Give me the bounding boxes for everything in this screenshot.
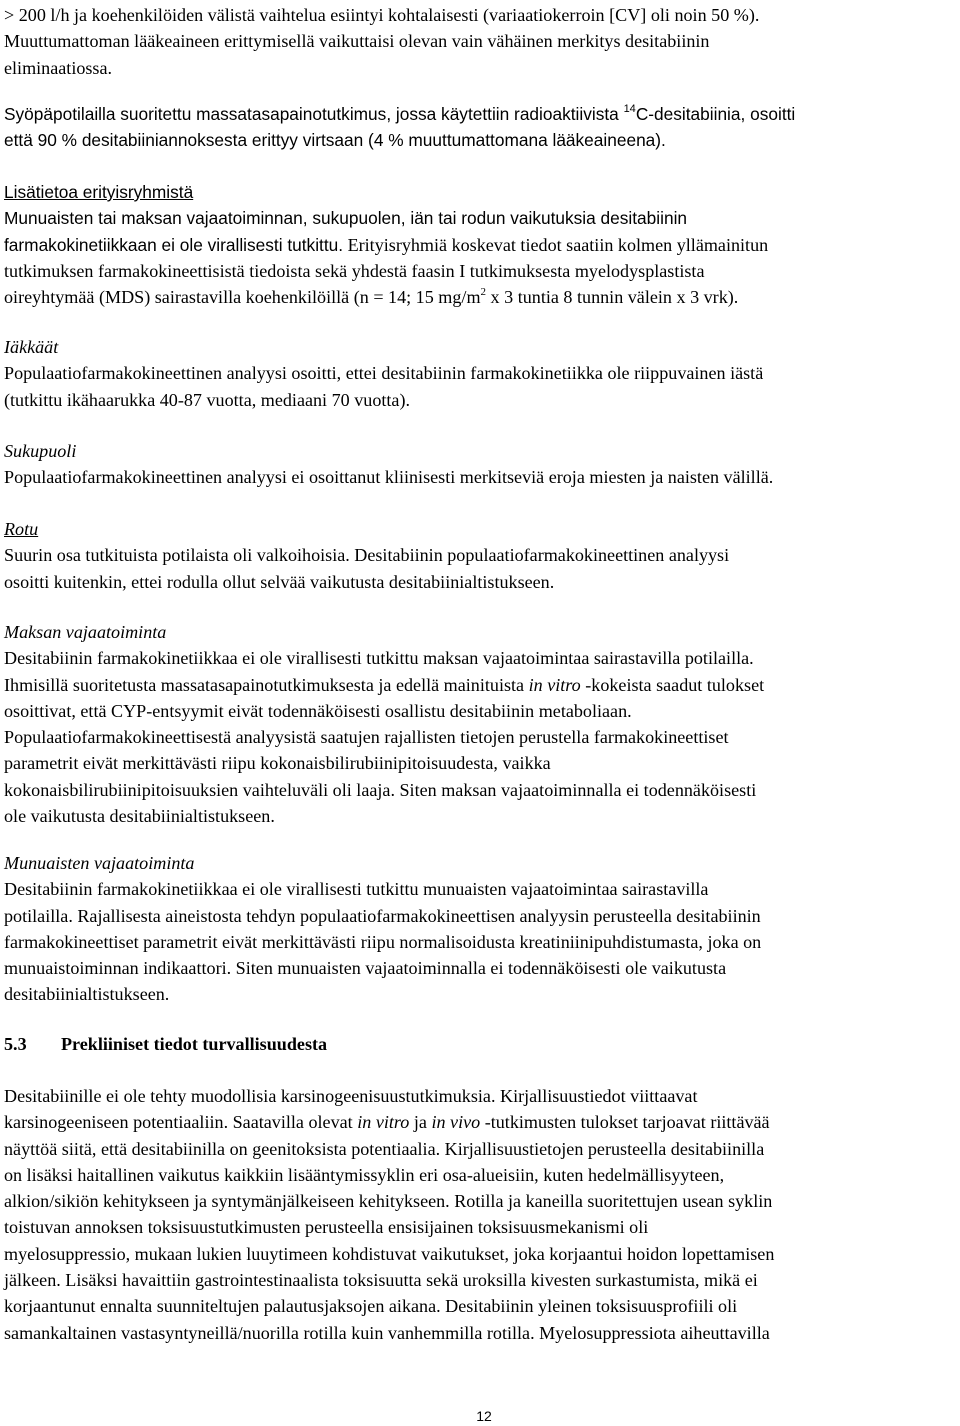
text-line: Suurin osa tutkituista potilaista oli valkoihoisia. Desitabiinin populaatiofarmakokineettinen analyysi	[4, 545, 730, 566]
section-heading: Iäkkäät	[4, 337, 59, 357]
text-line: Populaatiofarmakokineettinen analyysi osoitti, ettei desitabiinin farmakokinetiikka ole riippuvainen iästä	[4, 363, 764, 384]
text-line: jälkeen. Lisäksi havaittiin gastrointestinaalista toksisuutta sekä uroksilla kivesten surkastumista, mikä ei	[4, 1270, 758, 1291]
text-span: x 3 tuntia 8 tunnin välein x 3 vrk).	[486, 287, 739, 308]
special-groups-section	[4, 179, 958, 310]
text-line: kokonaisbilirubiinipitoisuuksien vaihteluväli oli laaja. Siten maksan vajaatoiminnalla ei todennäköisesti	[4, 779, 757, 800]
text-line: (tutkittu ikähaarukka 40-87 vuotta, mediaani 70 vuotta).	[4, 389, 410, 410]
text-line: Munuaisten tai maksan vajaatoiminnan, sukupuolen, iän tai rodun vaikutuksia desitabiinin	[4, 208, 688, 229]
text-line: osoitti kuitenkin, ettei rodulla ollut selvää vaikutusta desitabiinialtistukseen.	[4, 571, 555, 592]
text-span: karsinogeeniseen potentiaaliin. Saatavilla olevat	[4, 1112, 358, 1133]
text-line: myelosuppressio, mukaan lukien luuytimeen kohdistuvat vaikutukset, joka korjaantui hoidon lopettamisen	[4, 1243, 775, 1264]
gender-section	[4, 438, 958, 491]
section-heading: Lisätietoa erityisryhmistä	[4, 182, 194, 202]
section-heading: Munuaisten vajaatoiminta	[4, 853, 195, 873]
page-number: 12	[476, 1408, 492, 1424]
text-line: Populaatiofarmakokineettisestä analyysistä saatujen rajallisten tietojen perustella farmakokineettiset	[4, 727, 729, 748]
text-line: farmakokineettiset parametrit eivät merkittävästi riipu normalisoidusta kreatiniinipuhdistumasta, joka on	[4, 931, 762, 952]
text-line: että 90 % desitabiiniannoksesta erittyy virtsaan (4 % muuttumattomana lääkeaineena).	[4, 130, 666, 151]
text-line: alkion/sikiön kehitykseen ja syntymänjälkeiseen kehitykseen. Rotilla ja kaneilla suoritettujen usean syklin	[4, 1191, 773, 1212]
text-span: farmakokinetiikkaan ei ole virallisesti tutkittu.	[4, 234, 344, 255]
text-line	[4, 232, 958, 258]
text-line: näyttöä siitä, että desitabiinilla on geenitoksista potentiaalia. Kirjallisuustietojen perusteella desitabiinilla	[4, 1138, 765, 1159]
text-line: toistuvan annoksen toksisuustutkimusten perusteella ensisijainen toksisuusmekanismi oli	[4, 1217, 649, 1238]
text-line: samankaltainen vastasyntyneillä/nuorilla rotilla kuin vanhemmilla rotilla. Myelosuppressiota aiheuttavilla	[4, 1322, 770, 1343]
text-span: oireyhtymää (MDS) sairastavilla koehenkilöillä (n = 14; 15 mg/m	[4, 287, 481, 308]
text-span: -kokeista saadut tulokset	[580, 674, 765, 695]
text-line: eliminaatiossa.	[4, 57, 113, 78]
text-line: Populaatiofarmakokineettinen analyysi ei osoittanut kliinisesti merkitseviä eroja miesten ja naisten välillä.	[4, 467, 774, 488]
text-line	[4, 672, 958, 698]
race-section	[4, 516, 958, 595]
text-span: Erityisryhmiä koskevat tiedot saatiin kolmen yllämainitun	[343, 234, 769, 255]
text-line	[4, 1109, 958, 1135]
text-line: on lisäksi haitallinen vaikutus kaikkiin lisääntymissyklin eri osa-alueisiin, kuten hedelmällisyyteen,	[4, 1164, 725, 1185]
text-span: in vitro	[528, 674, 581, 695]
text-span: Syöpäpotilailla suoritettu massatasapainotutkimus, jossa käytettiin radioaktiivista	[4, 104, 624, 124]
text-line: osoittivat, että CYP-entsyymit eivät todennäköisesti osallistu desitabiinin metaboliaan.	[4, 700, 632, 721]
text-span: C-desitabiinia, osoitti	[635, 104, 796, 124]
superscript: 14	[623, 103, 636, 115]
section-title: Prekliiniset tiedot turvallisuudesta	[61, 1034, 328, 1054]
intro-paragraph	[4, 2, 958, 81]
text-line	[4, 284, 958, 310]
text-line: korjaantunut ennalta suunniteltujen palautusjaksojen aikana. Desitabiinin yleinen toksisuusprofiili oli	[4, 1296, 738, 1317]
text-line: Muuttumattoman lääkeaineen erittymisellä vaikuttaisi olevan vain vähäinen merkitys desitabiinin	[4, 31, 710, 52]
text-line: Desitabiinille ei ole tehty muodollisia karsinogeenisuustutkimuksia. Kirjallisuustiedot viittaavat	[4, 1086, 698, 1106]
text-line: munuaistoiminnan indikaattori. Siten munuaisten vajaatoiminnalla ei todennäköisesti ole vaikutusta	[4, 958, 727, 979]
text-span: in vivo	[431, 1112, 481, 1133]
text-span: -tutkimusten tulokset tarjoavat riittävää	[480, 1112, 770, 1133]
section-heading: Sukupuoli	[4, 441, 77, 461]
section-number: 5.3	[4, 1034, 27, 1054]
elderly-section	[4, 334, 958, 413]
text-line: > 200 l/h ja koehenkilöiden välistä vaihtelua esiintyi kohtalaisesti (variaatiokerroin [CV] oli noin 50 %).	[4, 5, 760, 25]
text-line: ole vaikutusta desitabiinialtistukseen.	[4, 806, 275, 827]
text-line: desitabiinialtistukseen.	[4, 984, 170, 1005]
mass-balance-paragraph	[4, 101, 958, 154]
text-line: Desitabiinin farmakokinetiikkaa ei ole virallisesti tutkittu munuaisten vajaatoimintaa sairastavilla	[4, 879, 709, 900]
preclinical-paragraph	[4, 1083, 958, 1346]
hepatic-section	[4, 619, 958, 829]
text-line: Desitabiinin farmakokinetiikkaa ei ole virallisesti tutkittu maksan vajaatoimintaa sairastavilla potilailla.	[4, 648, 754, 669]
text-line: parametrit eivät merkittävästi riipu kokonaisbilirubiinipitoisuudesta, vaikka	[4, 753, 551, 774]
text-line: tutkimuksen farmakokineettisistä tiedoista sekä yhdestä faasin I tutkimuksesta myelodysplastista	[4, 260, 705, 281]
text-line: potilailla. Rajallisesta aineistosta tehdyn populaatiofarmakokineettisen analyysin perusteella desitabiinin	[4, 905, 761, 926]
section-heading: Maksan vajaatoiminta	[4, 622, 167, 642]
renal-section	[4, 850, 958, 1008]
section-5-3-heading	[4, 1031, 958, 1057]
text-span: ja	[409, 1112, 432, 1133]
text-span: Ihmisillä suoritetusta massatasapainotutkimuksesta ja edellä mainituista	[4, 674, 529, 695]
superscript: 2	[480, 286, 487, 299]
text-span: in vitro	[357, 1112, 410, 1133]
section-heading: Rotu	[4, 519, 39, 539]
text-line	[4, 101, 958, 127]
